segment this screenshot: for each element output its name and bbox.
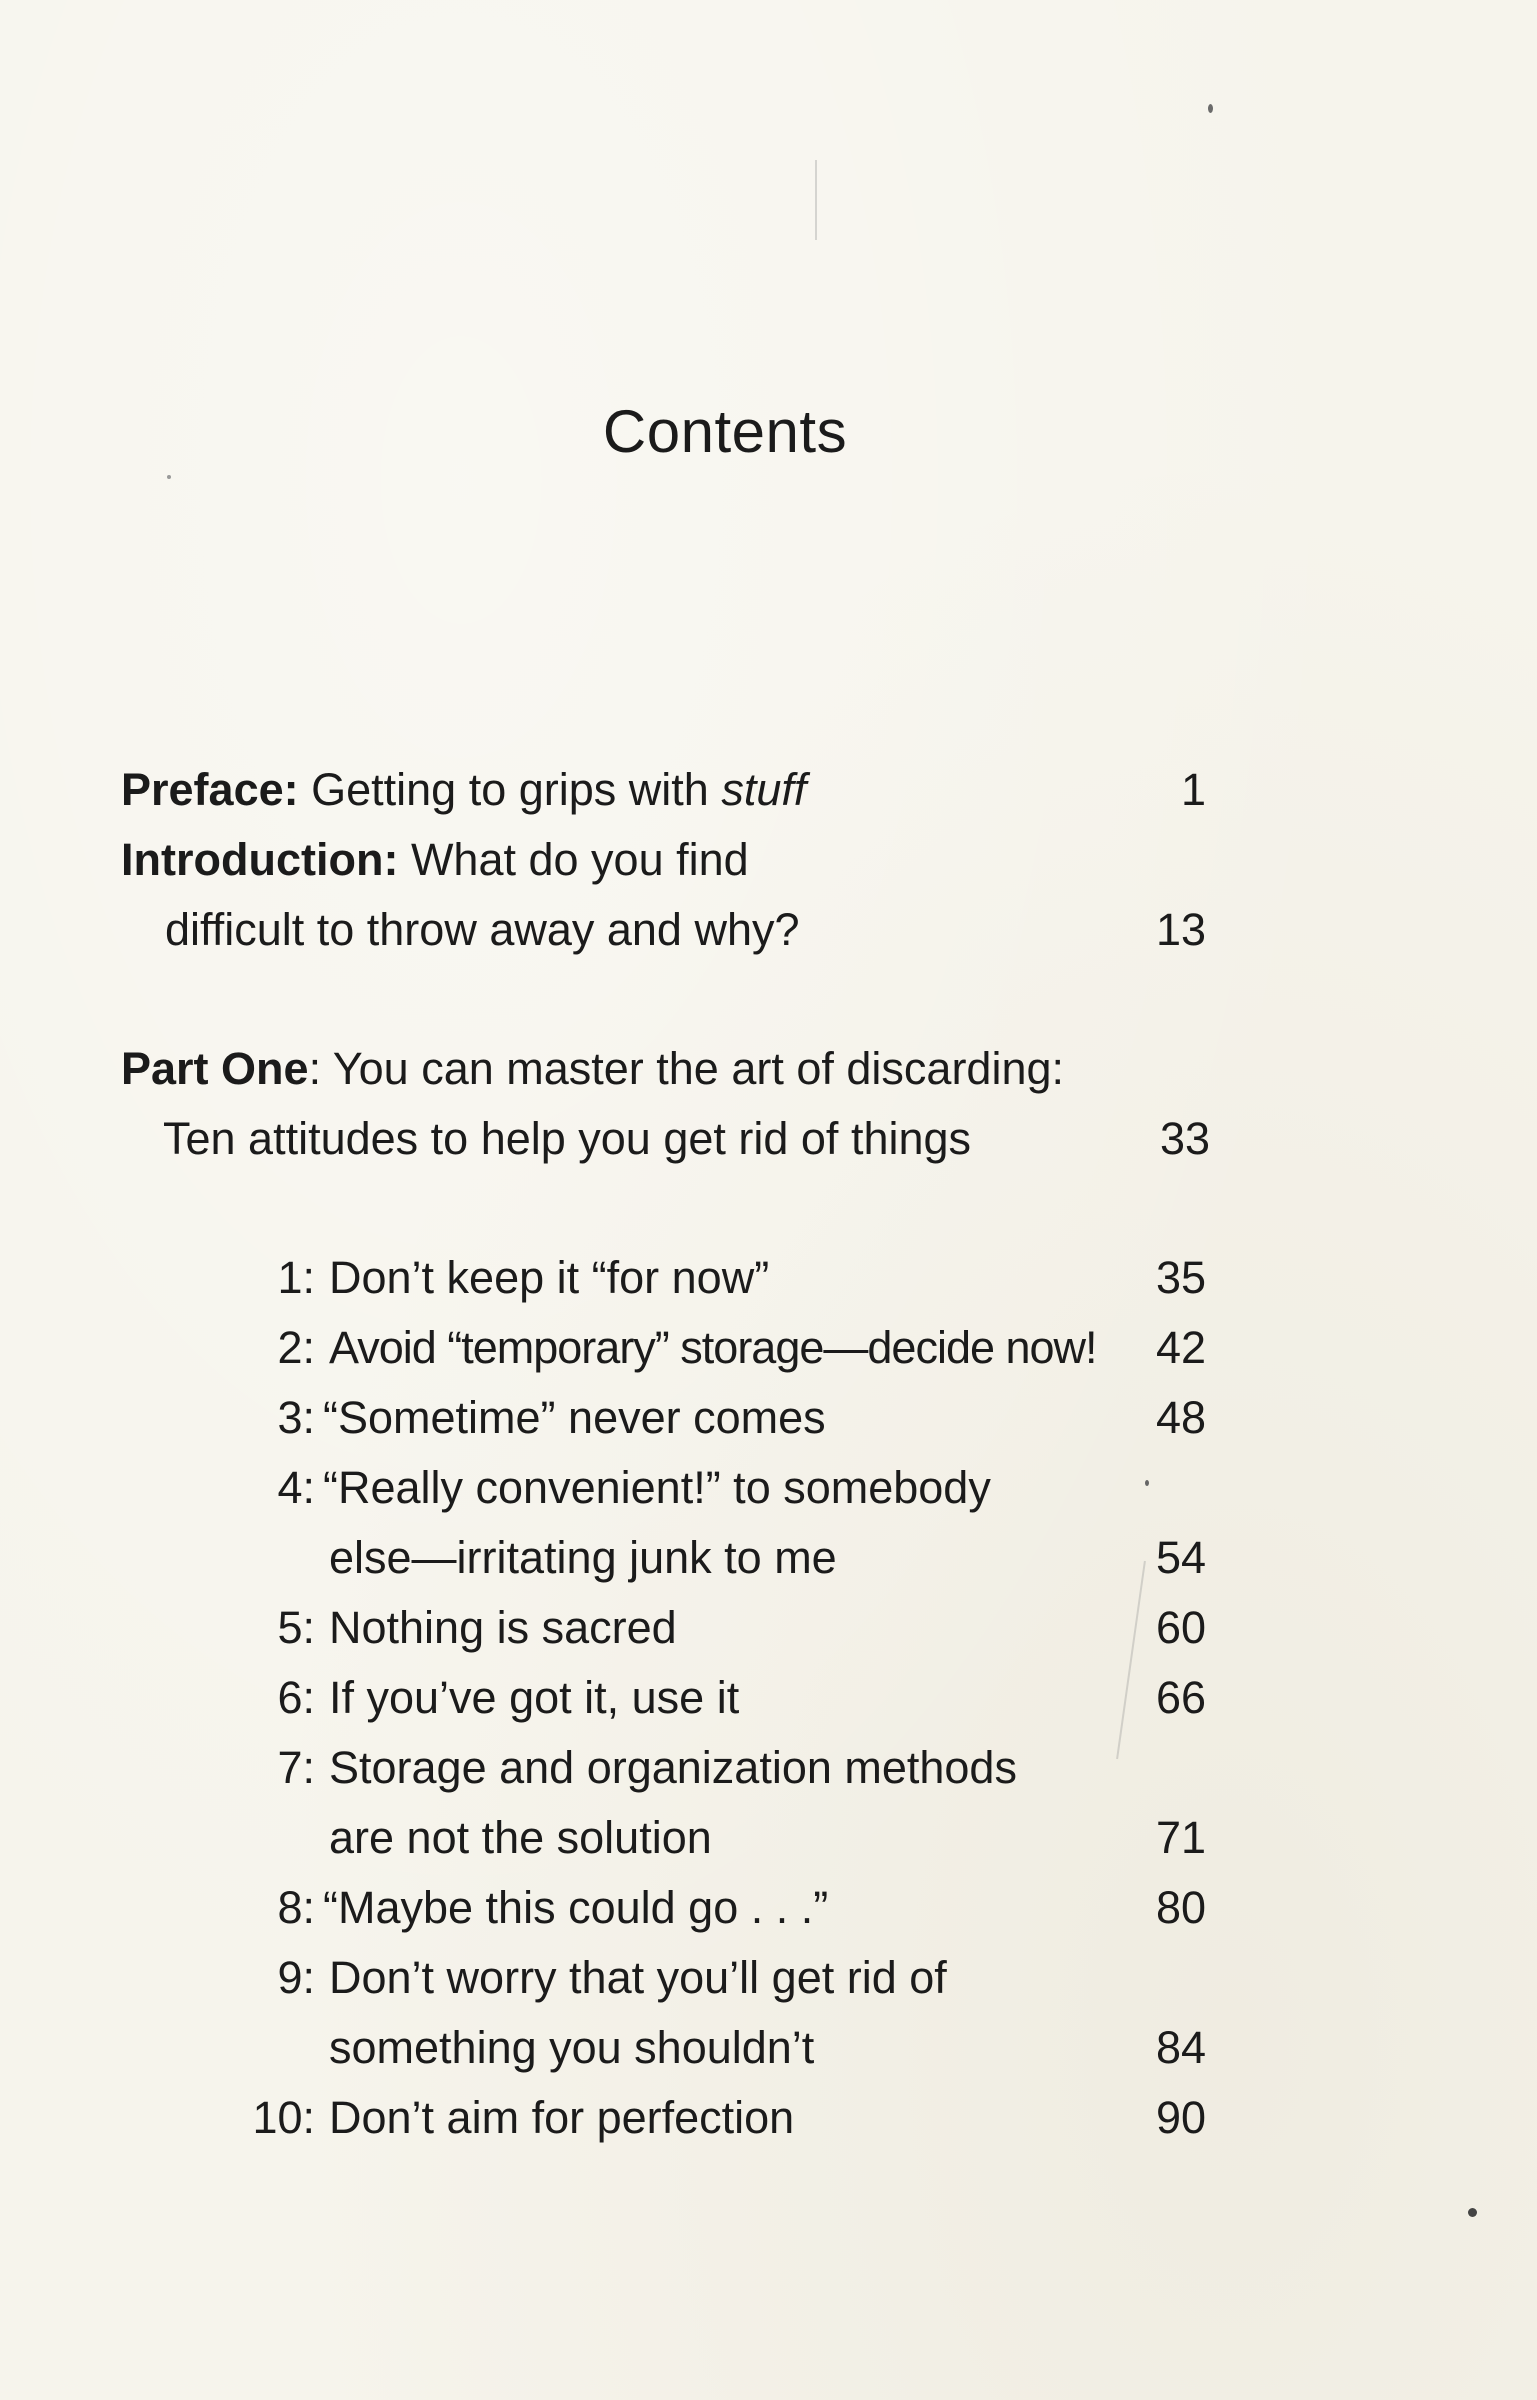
page-number: 71 xyxy=(1155,1812,1206,1863)
part-text: : You can master the art of discarding: xyxy=(308,1043,1065,1094)
chapter-title-cont: something you shouldn’t xyxy=(329,2022,815,2073)
chapter-title-cont: else—irritating junk to me xyxy=(329,1532,837,1583)
toc-entry-introduction xyxy=(121,830,1206,890)
page-number: 84 xyxy=(1155,2022,1206,2073)
chapter-number: 10: xyxy=(252,2092,315,2143)
toc-entry-introduction-cont xyxy=(165,900,1206,960)
chapter-number: 9: xyxy=(277,1952,315,2003)
chapter-number: 4: xyxy=(277,1462,315,1513)
page-number: 13 xyxy=(1155,904,1206,955)
chapter-title: Storage and organization methods xyxy=(329,1742,1017,1793)
chapter-title: Don’t worry that you’ll get rid of xyxy=(329,1952,947,2003)
chapter-title: Nothing is sacred xyxy=(329,1602,677,1653)
page-number: 90 xyxy=(1155,2092,1206,2143)
chapter-title-cont: are not the solution xyxy=(329,1812,712,1863)
page-number: 42 xyxy=(1155,1322,1206,1373)
chapter-title: Avoid “temporary” storage—decide now! xyxy=(329,1322,1097,1373)
page-number: 66 xyxy=(1155,1672,1206,1723)
paper-crease xyxy=(1116,1561,1146,1759)
entry-text: Getting to grips with xyxy=(311,764,722,815)
entry-text-italic: stuff xyxy=(721,764,807,815)
paper-crease xyxy=(815,160,817,240)
part-text-cont: Ten attitudes to help you get rid of things xyxy=(163,1113,972,1164)
page-number: 48 xyxy=(1155,1392,1206,1443)
scan-speck xyxy=(1208,104,1213,113)
page-title: Contents xyxy=(602,398,848,465)
scan-speck xyxy=(1145,1480,1149,1486)
scan-speck xyxy=(1468,2208,1477,2217)
page-number: 60 xyxy=(1155,1602,1206,1653)
chapter-title: “Really convenient!” to somebody xyxy=(323,1462,991,1513)
chapter-number: 5: xyxy=(277,1602,315,1653)
chapter-number: 7: xyxy=(277,1742,315,1793)
entry-text: What do you find xyxy=(410,834,749,885)
chapter-number: 6: xyxy=(277,1672,315,1723)
chapter-title: “Sometime” never comes xyxy=(323,1392,826,1443)
chapter-title: Don’t aim for perfection xyxy=(329,2092,795,2143)
part-label: Part One xyxy=(121,1043,309,1094)
toc-entry-part-one xyxy=(121,1039,1211,1099)
chapter-title: Don’t keep it “for now” xyxy=(329,1252,770,1303)
entry-text-cont: difficult to throw away and why? xyxy=(165,904,800,955)
chapter-number: 8: xyxy=(277,1882,315,1933)
page-number: 33 xyxy=(1159,1113,1210,1164)
entry-label: Introduction: xyxy=(121,834,399,885)
scan-speck xyxy=(167,475,171,479)
chapter-number: 2: xyxy=(277,1322,315,1373)
toc-entry-part-one-cont xyxy=(163,1109,1210,1169)
chapter-title: If you’ve got it, use it xyxy=(329,1672,740,1723)
entry-label: Preface: xyxy=(121,764,299,815)
toc-entry-preface xyxy=(121,760,1206,820)
page-number: 35 xyxy=(1155,1252,1206,1303)
chapter-number: 3: xyxy=(277,1392,315,1443)
chapter-number: 1: xyxy=(277,1252,315,1303)
page-number: 80 xyxy=(1155,1882,1206,1933)
chapter-title: “Maybe this could go . . .” xyxy=(323,1882,829,1933)
page-number: 54 xyxy=(1155,1532,1206,1583)
page-number: 1 xyxy=(1180,764,1206,815)
